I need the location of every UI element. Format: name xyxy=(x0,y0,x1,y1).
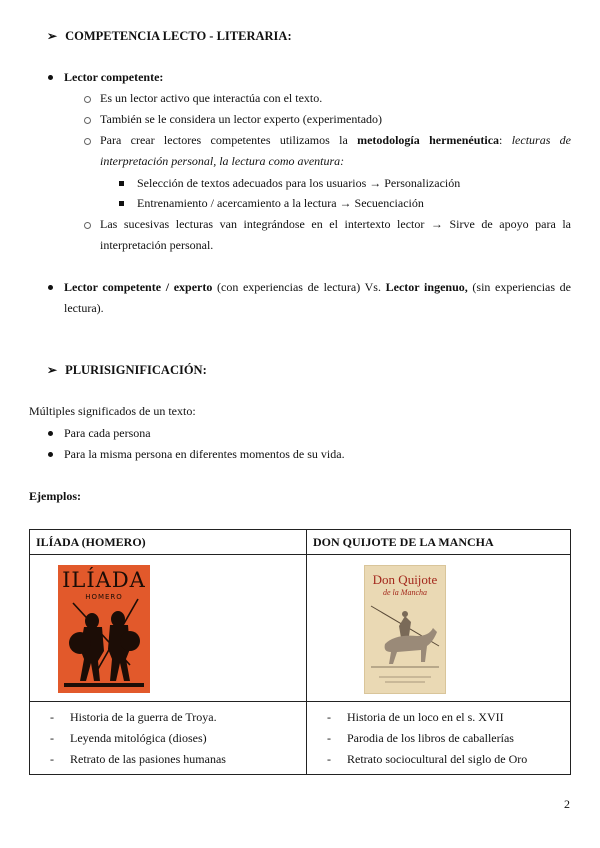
multiple-intro: Múltiples significados de un texto: xyxy=(29,404,196,418)
quijote-cover-title: Don Quijote xyxy=(372,572,438,587)
iliad-cover-title: ILÍADA xyxy=(62,568,146,592)
list-dash: - xyxy=(50,710,54,724)
square-bullet-icon xyxy=(119,201,124,206)
section-heading-plurisignificacion: ➢ PLURISIGNIFICACIÓN: xyxy=(47,363,207,377)
versus-line2: lectura). xyxy=(64,301,104,315)
list-item: Historia de un loco en el s. XVII xyxy=(347,710,504,724)
section-heading-competencia: ➢ COMPETENCIA LECTO - LITERARIA: xyxy=(47,29,292,43)
iliad-cover-image xyxy=(58,565,150,693)
circle-bullet-icon xyxy=(84,96,91,103)
competent-sub3-line1: Para crear lectores competentes utilizamos la metodología hermenéutica: lecturas de xyxy=(100,133,571,147)
table-image-row xyxy=(30,555,571,702)
competent-sub4-line1: Las sucesivas lecturas van integrándose en el intertexto lector → Sirve de apoyo para la xyxy=(100,217,571,231)
page-number: 2 xyxy=(564,797,570,811)
arrow-bullet-icon: ➢ xyxy=(47,29,58,43)
warriors-illustration-icon xyxy=(58,565,150,693)
list-item: Leyenda mitológica (dioses) xyxy=(70,731,207,745)
competent-sq2: Entrenamiento / acercamiento a la lectura → Secuenciación xyxy=(137,196,424,210)
list-dash: - xyxy=(50,731,54,745)
competent-sub3-line2: interpretación personal, la lectura como aventura: xyxy=(100,154,345,168)
list-dash: - xyxy=(327,752,331,766)
quijote-list-cell xyxy=(307,702,571,775)
competent-heading: Lector competente: xyxy=(64,70,164,84)
bullet-dot-icon xyxy=(48,285,53,290)
examples-table xyxy=(29,529,571,775)
competent-sub4-line2: interpretación personal. xyxy=(100,238,214,252)
quijote-cover-sub: de la Mancha xyxy=(383,588,427,597)
bullet-dot-icon xyxy=(48,452,53,457)
list-dash: - xyxy=(50,752,54,766)
competent-sub2: También se le considera un lector experto (experimentado) xyxy=(100,112,383,126)
header-quijote: DON QUIJOTE DE LA MANCHA xyxy=(307,530,571,555)
circle-bullet-icon xyxy=(84,117,91,124)
iliad-image-cell xyxy=(30,555,307,702)
list-dash: - xyxy=(327,710,331,724)
versus-line1: Lector competente / experto (con experiencias de lectura) Vs. Lector ingenuo, (sin experiencias de xyxy=(64,280,571,294)
knight-illustration-icon xyxy=(365,566,445,693)
square-bullet-icon xyxy=(119,181,124,186)
list-item: Parodia de los libros de caballerías xyxy=(347,731,514,745)
table-header-row xyxy=(30,530,571,555)
iliad-cover-author: HOMERO xyxy=(85,593,123,601)
competent-sq1: Selección de textos adecuados para los usuarios → Personalización xyxy=(137,176,461,190)
bullet-dot-icon xyxy=(48,431,53,436)
list-item: Retrato de las pasiones humanas xyxy=(70,752,226,766)
iliad-list-cell xyxy=(30,702,307,775)
circle-bullet-icon xyxy=(84,138,91,145)
header-iliada: ILÍADA (HOMERO) xyxy=(30,530,307,555)
multiple-b2: Para la misma persona en diferentes momentos de su vida. xyxy=(64,447,345,461)
list-item: Historia de la guerra de Troya. xyxy=(70,710,217,724)
circle-bullet-icon xyxy=(84,222,91,229)
competent-sub1: Es un lector activo que interactúa con el texto. xyxy=(100,91,323,105)
arrow-bullet-icon: ➢ xyxy=(47,363,58,377)
list-item: Retrato sociocultural del siglo de Oro xyxy=(347,752,528,766)
quijote-image-cell xyxy=(307,555,571,702)
multiple-b1: Para cada persona xyxy=(64,426,151,440)
table-list-row xyxy=(30,702,571,775)
list-dash: - xyxy=(327,731,331,745)
bullet-dot-icon xyxy=(48,75,53,80)
examples-label: Ejemplos: xyxy=(29,489,81,503)
quijote-cover-image xyxy=(364,565,446,694)
